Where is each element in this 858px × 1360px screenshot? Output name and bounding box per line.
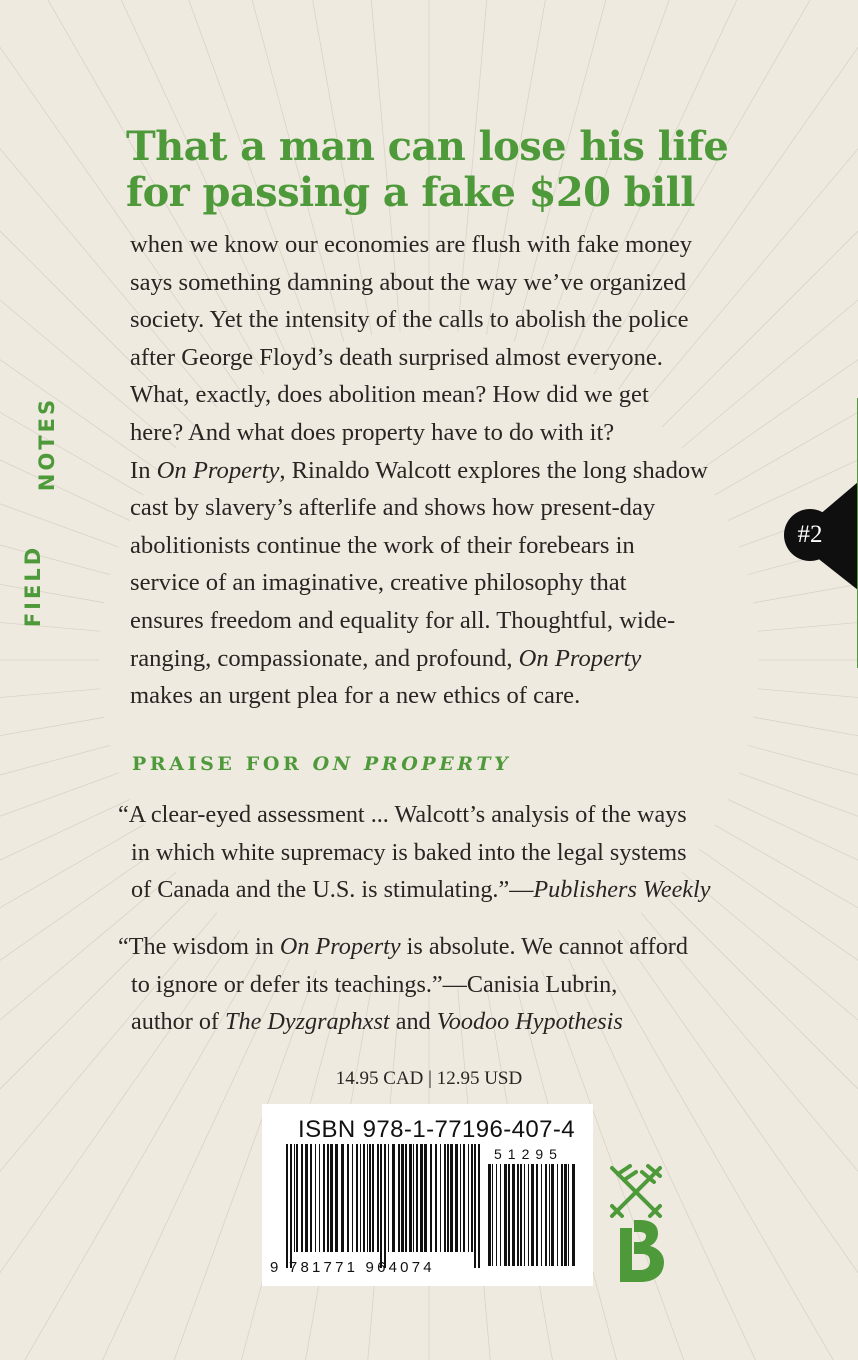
headline [126,124,766,216]
barcode-main-digits: 9 781771 964074 [270,1259,435,1276]
quote-text: is absolute. We cannot afford [400,933,688,960]
quote-line [118,871,738,909]
blurb-line: service of an imaginative, creative philosophy that [130,569,627,597]
blurb-line: after George Floyd’s death surprised almost everyone. [130,343,663,371]
book-title: On Property [518,644,642,672]
blurb-paragraph [130,226,730,715]
price-label: 14.95 CAD | 12.95 USD [335,1068,523,1089]
quote-text: of Canada and the U.S. is stimulating.”— [131,876,534,903]
blurb-line: makes an urgent plea for a new ethics of care. [130,682,581,710]
praise-quote-publishers-weekly [118,796,738,909]
quote-line: “A clear-eyed assessment ... Walcott’s analysis of the ways [118,801,687,828]
praise-quote-canisia-lubrin [118,928,738,1041]
quote-line: to ignore or defer its teachings.”—Canisia Lubrin, [131,970,618,998]
praise-heading [132,753,511,775]
book-title: Voodoo Hypothesis [436,1008,623,1035]
book-title: On Property [279,933,401,960]
isbn-label: ISBN 978-1-77196-407-4 [298,1116,575,1143]
series-label-field: FIELD [21,544,46,628]
windmill-b-logo-icon [600,1162,672,1284]
quote-line [118,1003,738,1041]
quote-text: “The wisdom in [118,933,280,960]
blurb-line [130,452,730,490]
quote-source: Publishers Weekly [533,876,711,903]
barcode-box [262,1104,593,1286]
blurb-line: when we know our economies are flush with fake money [130,231,693,258]
book-title: The Dyzgraphxst [225,1008,390,1035]
quote-line [118,928,738,966]
blurb-line: society. Yet the intensity of the calls to abolish the police [130,306,689,334]
praise-heading-prefix: PRAISE FOR [132,753,313,775]
quote-text: author of [131,1008,226,1035]
quote-line: in which white supremacy is baked into the legal systems [131,838,687,866]
headline-line-2: for passing a fake $20 bill [126,169,695,216]
blurb-text: ranging, compassionate, and profound, [130,644,519,672]
series-label-notes: NOTES [35,396,60,492]
book-title: On Property [156,456,280,484]
headline-line-1: That a man can lose his life [126,123,729,170]
blurb-line [130,640,730,678]
quote-text: and [389,1008,437,1035]
blurb-line: says something damning about the way we’ve organized [130,268,687,296]
series-number-badge: #2 [784,509,836,561]
blurb-line: here? And what does property have to do with it? [130,418,615,446]
blurb-line: ensures freedom and equality for all. Thoughtful, wide- [130,606,676,634]
blurb-text: In [130,456,157,484]
blurb-text: , Rinaldo Walcott explores the long shadow [279,456,708,484]
barcode-addon-digits: 51295 [494,1146,563,1162]
praise-heading-title: ON PROPERTY [312,753,512,775]
blurb-line: abolitionists continue the work of their forebears in [130,531,635,559]
blurb-line: What, exactly, does abolition mean? How did we get [130,381,649,409]
blurb-line: cast by slavery’s afterlife and shows how present-day [130,494,656,522]
